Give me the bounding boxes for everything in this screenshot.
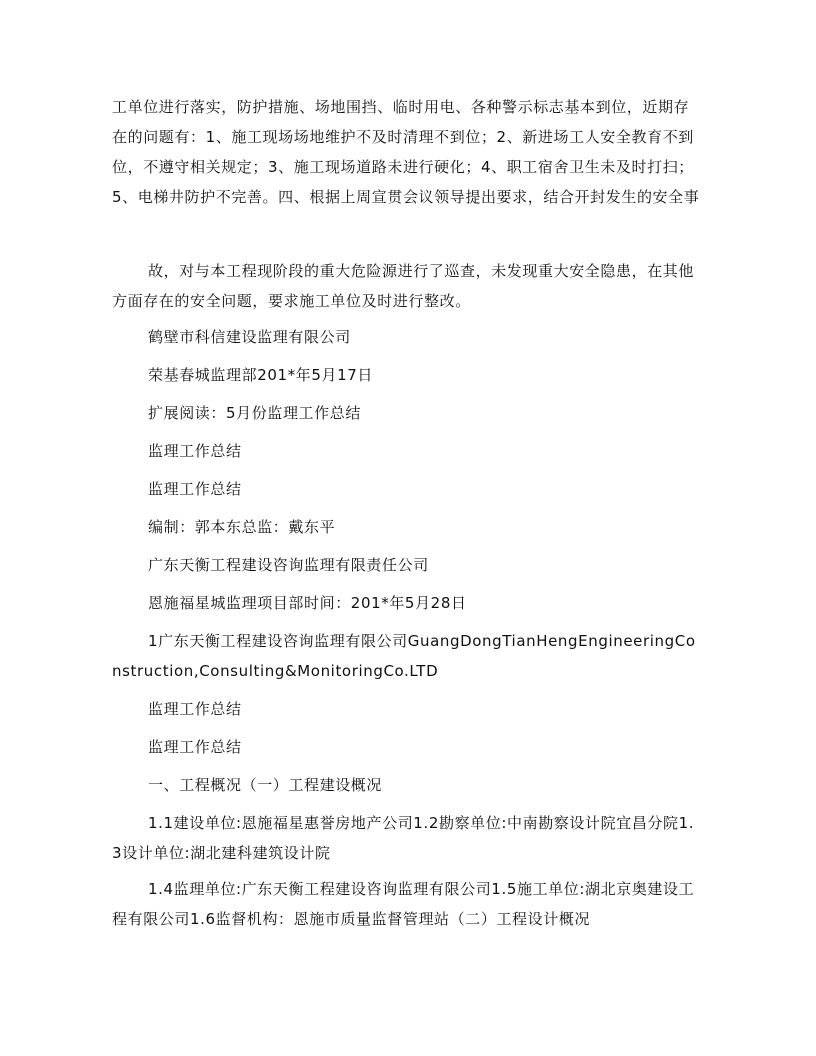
- company-name-2: 广东天衡工程建设咨询监理有限责任公司: [148, 556, 429, 574]
- dept-date-line: 荣基春城监理部201*年5月17日: [148, 366, 373, 384]
- paragraph-company-english: 1广东天衡工程建设咨询监理有限公司GuangDongTianHengEngineeringConstruction,Consulting&MonitoringCo.LTD: [112, 632, 696, 680]
- doc-title-4: 监理工作总结: [148, 738, 242, 756]
- paragraph-units-1: 1.1建设单位:恩施福星惠誉房地产公司1.2勘察单位:中南勘察设计院宜昌分院1.3设计单位:湖北建科建筑设计院: [112, 814, 695, 862]
- editors-line: 编制：郭本东总监：戴东平: [148, 518, 336, 536]
- project-date-line: 恩施福星城监理项目部时间：201*年5月28日: [148, 594, 467, 612]
- company-name: 鹤壁市科信建设监理有限公司: [148, 328, 351, 346]
- section-heading: 一、工程概况（一）工程建设概况: [148, 776, 383, 794]
- paragraph-safety-issues: 工单位进行落实，防护措施、场地围挡、临时用电、各种警示标志基本到位，近期存在的问题有：1、施工现场场地维护不及时清理不到位；2、新进场工人安全教育不到位，不遵守相关规定；3、施工现场道路未进行硬化；4、职工宿舍卫生未及时打扫；5、电梯井防护不完善。四、根据上周宣贯会议领导提出要求，结合开封发生的安全事: [112, 98, 700, 206]
- extended-reading-line: 扩展阅读：5月份监理工作总结: [148, 404, 361, 422]
- doc-title-3: 监理工作总结: [148, 700, 242, 718]
- doc-title-2: 监理工作总结: [148, 480, 242, 498]
- paragraph-units-2: 1.4监理单位:广东天衡工程建设咨询监理有限公司1.5施工单位:湖北京奥建设工程有限公司1.6监督机构：恩施市质量监督管理站（二）工程设计概况: [112, 880, 695, 928]
- paragraph-inspection: 故，对与本工程现阶段的重大危险源进行了巡查，未发现重大安全隐患，在其他方面存在的安全问题，要求施工单位及时进行整改。: [112, 262, 695, 310]
- doc-title-1: 监理工作总结: [148, 442, 242, 460]
